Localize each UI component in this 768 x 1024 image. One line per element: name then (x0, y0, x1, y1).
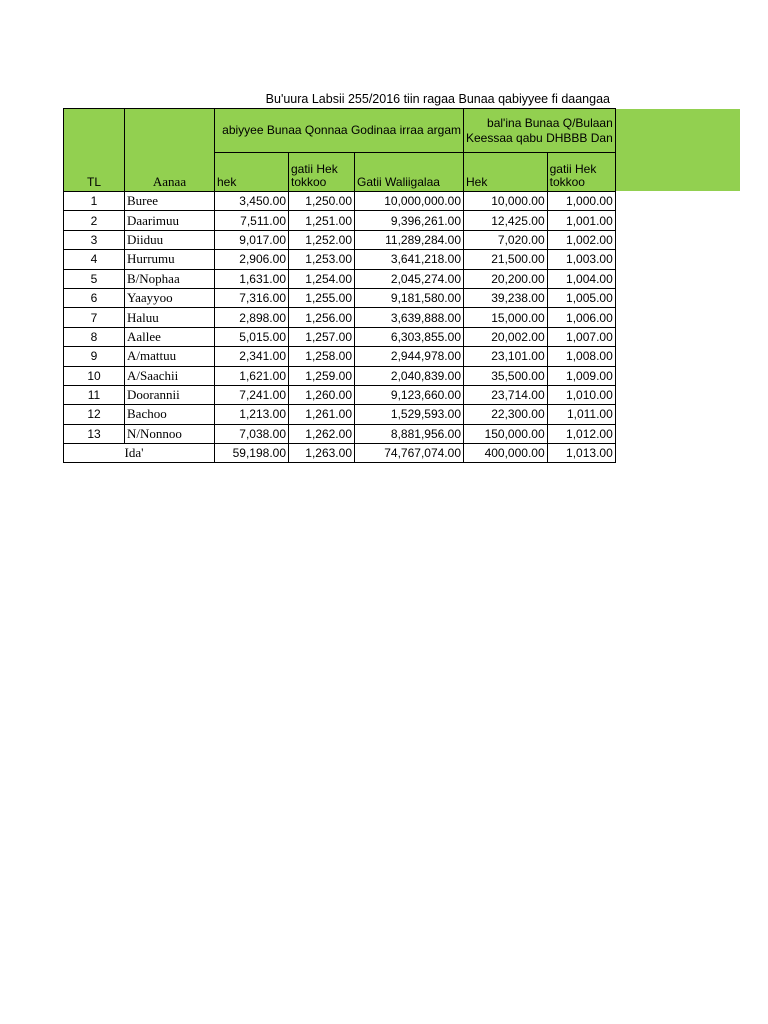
header-gatii-waliigalaa[interactable]: Gatii Waliigalaa (355, 153, 464, 192)
cell-gatii-hek-2[interactable]: 1,006.00 (547, 308, 615, 327)
header-gatii-hek-2[interactable]: gatii Hek tokkoo (547, 153, 615, 192)
cell-total-gatii-hek-2[interactable]: 1,013.00 (547, 444, 615, 463)
cell-gatii-hek-1[interactable]: 1,251.00 (289, 211, 355, 230)
cell-gatii-hek-1[interactable]: 1,259.00 (289, 366, 355, 385)
cell-gatii-hek-1[interactable]: 1,262.00 (289, 424, 355, 443)
cell-gatii-hek-1[interactable]: 1,261.00 (289, 405, 355, 424)
cell-hek-1[interactable]: 1,213.00 (215, 405, 289, 424)
cell-total-blank[interactable] (64, 444, 125, 463)
cell-gatii-hek-2[interactable]: 1,008.00 (547, 347, 615, 366)
cell-gatii-hek-2[interactable]: 1,010.00 (547, 385, 615, 404)
cell-gatii-hek-2[interactable]: 1,011.00 (547, 405, 615, 424)
table-row (64, 211, 616, 230)
cell-aanaa[interactable]: Diiduu (125, 230, 215, 249)
cell-total-gatii-hek-1[interactable]: 1,263.00 (289, 444, 355, 463)
table-row (64, 327, 616, 346)
header-group-bulaan-line2: Keessaa qabu DHBBB Dan (466, 130, 613, 145)
cell-aanaa[interactable]: Yaayyoo (125, 288, 215, 307)
total-label: Ida' (124, 445, 144, 461)
cell-gatii-hek-1[interactable]: 1,258.00 (289, 347, 355, 366)
cell-hek-1[interactable]: 2,341.00 (215, 347, 289, 366)
cell-hek-2[interactable]: 10,000.00 (464, 192, 548, 211)
cell-gatii-hek-2[interactable]: 1,004.00 (547, 269, 615, 288)
cell-total-hek-1[interactable]: 59,198.00 (215, 444, 289, 463)
cell-tl[interactable]: 13 (64, 424, 125, 443)
cell-hek-1[interactable]: 1,631.00 (215, 269, 289, 288)
header-group-bulaan[interactable] (464, 109, 616, 153)
cell-hek-2[interactable]: 23,714.00 (464, 385, 548, 404)
cell-gatii-waliigalaa[interactable]: 3,641,218.00 (355, 250, 464, 269)
cell-aanaa[interactable]: Buree (125, 192, 215, 211)
cell-hek-1[interactable]: 2,906.00 (215, 250, 289, 269)
cell-tl[interactable]: 10 (64, 366, 125, 385)
cell-total-label[interactable] (125, 444, 215, 463)
cell-gatii-waliigalaa[interactable]: 2,944,978.00 (355, 347, 464, 366)
cell-gatii-waliigalaa[interactable]: 10,000,000.00 (355, 192, 464, 211)
data-table (63, 108, 616, 463)
header-tl[interactable]: TL (64, 109, 125, 192)
cell-aanaa[interactable]: Bachoo (125, 405, 215, 424)
cell-aanaa[interactable]: Daarimuu (125, 211, 215, 230)
cell-hek-1[interactable]: 5,015.00 (215, 327, 289, 346)
cell-hek-2[interactable]: 20,200.00 (464, 269, 548, 288)
cell-gatii-waliigalaa[interactable]: 3,639,888.00 (355, 308, 464, 327)
cell-tl[interactable]: 3 (64, 230, 125, 249)
cell-hek-1[interactable]: 7,241.00 (215, 385, 289, 404)
cell-gatii-waliigalaa[interactable]: 9,123,660.00 (355, 385, 464, 404)
table-row (64, 192, 616, 211)
cell-gatii-hek-2[interactable]: 1,012.00 (547, 424, 615, 443)
cell-gatii-hek-1[interactable]: 1,256.00 (289, 308, 355, 327)
table-row (64, 347, 616, 366)
header-gatii-hek-1[interactable]: gatii Hek tokkoo (289, 153, 355, 192)
cell-tl[interactable]: 6 (64, 288, 125, 307)
header-group-qonnaa[interactable] (215, 109, 464, 153)
cell-hek-2[interactable]: 150,000.00 (464, 424, 548, 443)
cell-gatii-hek-1[interactable]: 1,253.00 (289, 250, 355, 269)
cell-gatii-hek-2[interactable]: 1,002.00 (547, 230, 615, 249)
header-hek-1[interactable]: hek (215, 153, 289, 192)
cell-gatii-waliigalaa[interactable]: 11,289,284.00 (355, 230, 464, 249)
table-header (64, 109, 616, 192)
cell-tl[interactable]: 1 (64, 192, 125, 211)
cell-gatii-waliigalaa[interactable]: 2,040,839.00 (355, 366, 464, 385)
cell-gatii-hek-1[interactable]: 1,252.00 (289, 230, 355, 249)
cell-hek-1[interactable]: 1,621.00 (215, 366, 289, 385)
header-aanaa[interactable]: Aanaa (125, 109, 215, 192)
cell-tl[interactable]: 2 (64, 211, 125, 230)
table-row (64, 424, 616, 443)
cell-gatii-hek-1[interactable]: 1,250.00 (289, 192, 355, 211)
cell-hek-2[interactable]: 23,101.00 (464, 347, 548, 366)
cell-aanaa[interactable]: Hurrumu (125, 250, 215, 269)
cell-gatii-hek-1[interactable]: 1,257.00 (289, 327, 355, 346)
cell-aanaa[interactable]: N/Nonnoo (125, 424, 215, 443)
cell-gatii-hek-2[interactable]: 1,003.00 (547, 250, 615, 269)
cell-gatii-waliigalaa[interactable]: 9,396,261.00 (355, 211, 464, 230)
cell-gatii-hek-2[interactable]: 1,000.00 (547, 192, 615, 211)
cell-tl[interactable]: 9 (64, 347, 125, 366)
cell-gatii-hek-1[interactable]: 1,260.00 (289, 385, 355, 404)
cell-hek-2[interactable]: 7,020.00 (464, 230, 548, 249)
cell-hek-1[interactable]: 7,038.00 (215, 424, 289, 443)
table-row (64, 250, 616, 269)
header-hek-2[interactable]: Hek (464, 153, 548, 192)
table-row (64, 405, 616, 424)
table-row (64, 269, 616, 288)
cell-tl[interactable]: 12 (64, 405, 125, 424)
cell-hek-2[interactable]: 21,500.00 (464, 250, 548, 269)
cell-aanaa[interactable]: A/mattuu (125, 347, 215, 366)
cell-total-hek-2[interactable]: 400,000.00 (464, 444, 548, 463)
cell-gatii-hek-2[interactable]: 1,009.00 (547, 366, 615, 385)
cell-tl[interactable]: 7 (64, 308, 125, 327)
cell-hek-2[interactable]: 35,500.00 (464, 366, 548, 385)
cell-gatii-waliigalaa[interactable]: 2,045,274.00 (355, 269, 464, 288)
cell-gatii-hek-2[interactable]: 1,007.00 (547, 327, 615, 346)
table-row (64, 366, 616, 385)
cell-aanaa[interactable]: Doorannii (125, 385, 215, 404)
cell-aanaa[interactable]: Aallee (125, 327, 215, 346)
cell-hek-1[interactable]: 9,017.00 (215, 230, 289, 249)
cell-hek-2[interactable]: 15,000.00 (464, 308, 548, 327)
header-fill-overflow (610, 109, 740, 191)
cell-gatii-waliigalaa[interactable]: 1,529,593.00 (355, 405, 464, 424)
cell-gatii-waliigalaa[interactable]: 6,303,855.00 (355, 327, 464, 346)
cell-tl[interactable]: 11 (64, 385, 125, 404)
header-group-bulaan-line1: bal'ina Bunaa Q/Bulaan (487, 115, 613, 130)
cell-hek-2[interactable]: 22,300.00 (464, 405, 548, 424)
table-row (64, 288, 616, 307)
cell-gatii-hek-2[interactable]: 1,005.00 (547, 288, 615, 307)
cell-gatii-hek-2[interactable]: 1,001.00 (547, 211, 615, 230)
table-row (64, 385, 616, 404)
cell-hek-1[interactable]: 7,511.00 (215, 211, 289, 230)
cell-hek-2[interactable]: 39,238.00 (464, 288, 548, 307)
cell-hek-2[interactable]: 20,002.00 (464, 327, 548, 346)
cell-tl[interactable]: 5 (64, 269, 125, 288)
cell-tl[interactable]: 4 (64, 250, 125, 269)
table-row (64, 308, 616, 327)
cell-aanaa[interactable]: A/Saachii (125, 366, 215, 385)
cell-aanaa[interactable]: Haluu (125, 308, 215, 327)
cell-hek-1[interactable]: 2,898.00 (215, 308, 289, 327)
cell-hek-1[interactable]: 7,316.00 (215, 288, 289, 307)
sheet-title: Bu'uura Labsii 255/2016 tiin ragaa Bunaa qabiyyee fi daangaa (265, 92, 610, 106)
total-row (64, 444, 616, 463)
cell-aanaa[interactable]: B/Nophaa (125, 269, 215, 288)
cell-hek-2[interactable]: 12,425.00 (464, 211, 548, 230)
cell-hek-1[interactable]: 3,450.00 (215, 192, 289, 211)
cell-tl[interactable]: 8 (64, 327, 125, 346)
cell-total-gatii-waliigalaa[interactable]: 74,767,074.00 (355, 444, 464, 463)
header-group-qonnaa-text: abiyyee Bunaa Qonnaa Godinaa irraa argam (222, 123, 461, 137)
cell-gatii-hek-1[interactable]: 1,254.00 (289, 269, 355, 288)
table-row (64, 230, 616, 249)
cell-gatii-waliigalaa[interactable]: 8,881,956.00 (355, 424, 464, 443)
cell-gatii-waliigalaa[interactable]: 9,181,580.00 (355, 288, 464, 307)
cell-gatii-hek-1[interactable]: 1,255.00 (289, 288, 355, 307)
